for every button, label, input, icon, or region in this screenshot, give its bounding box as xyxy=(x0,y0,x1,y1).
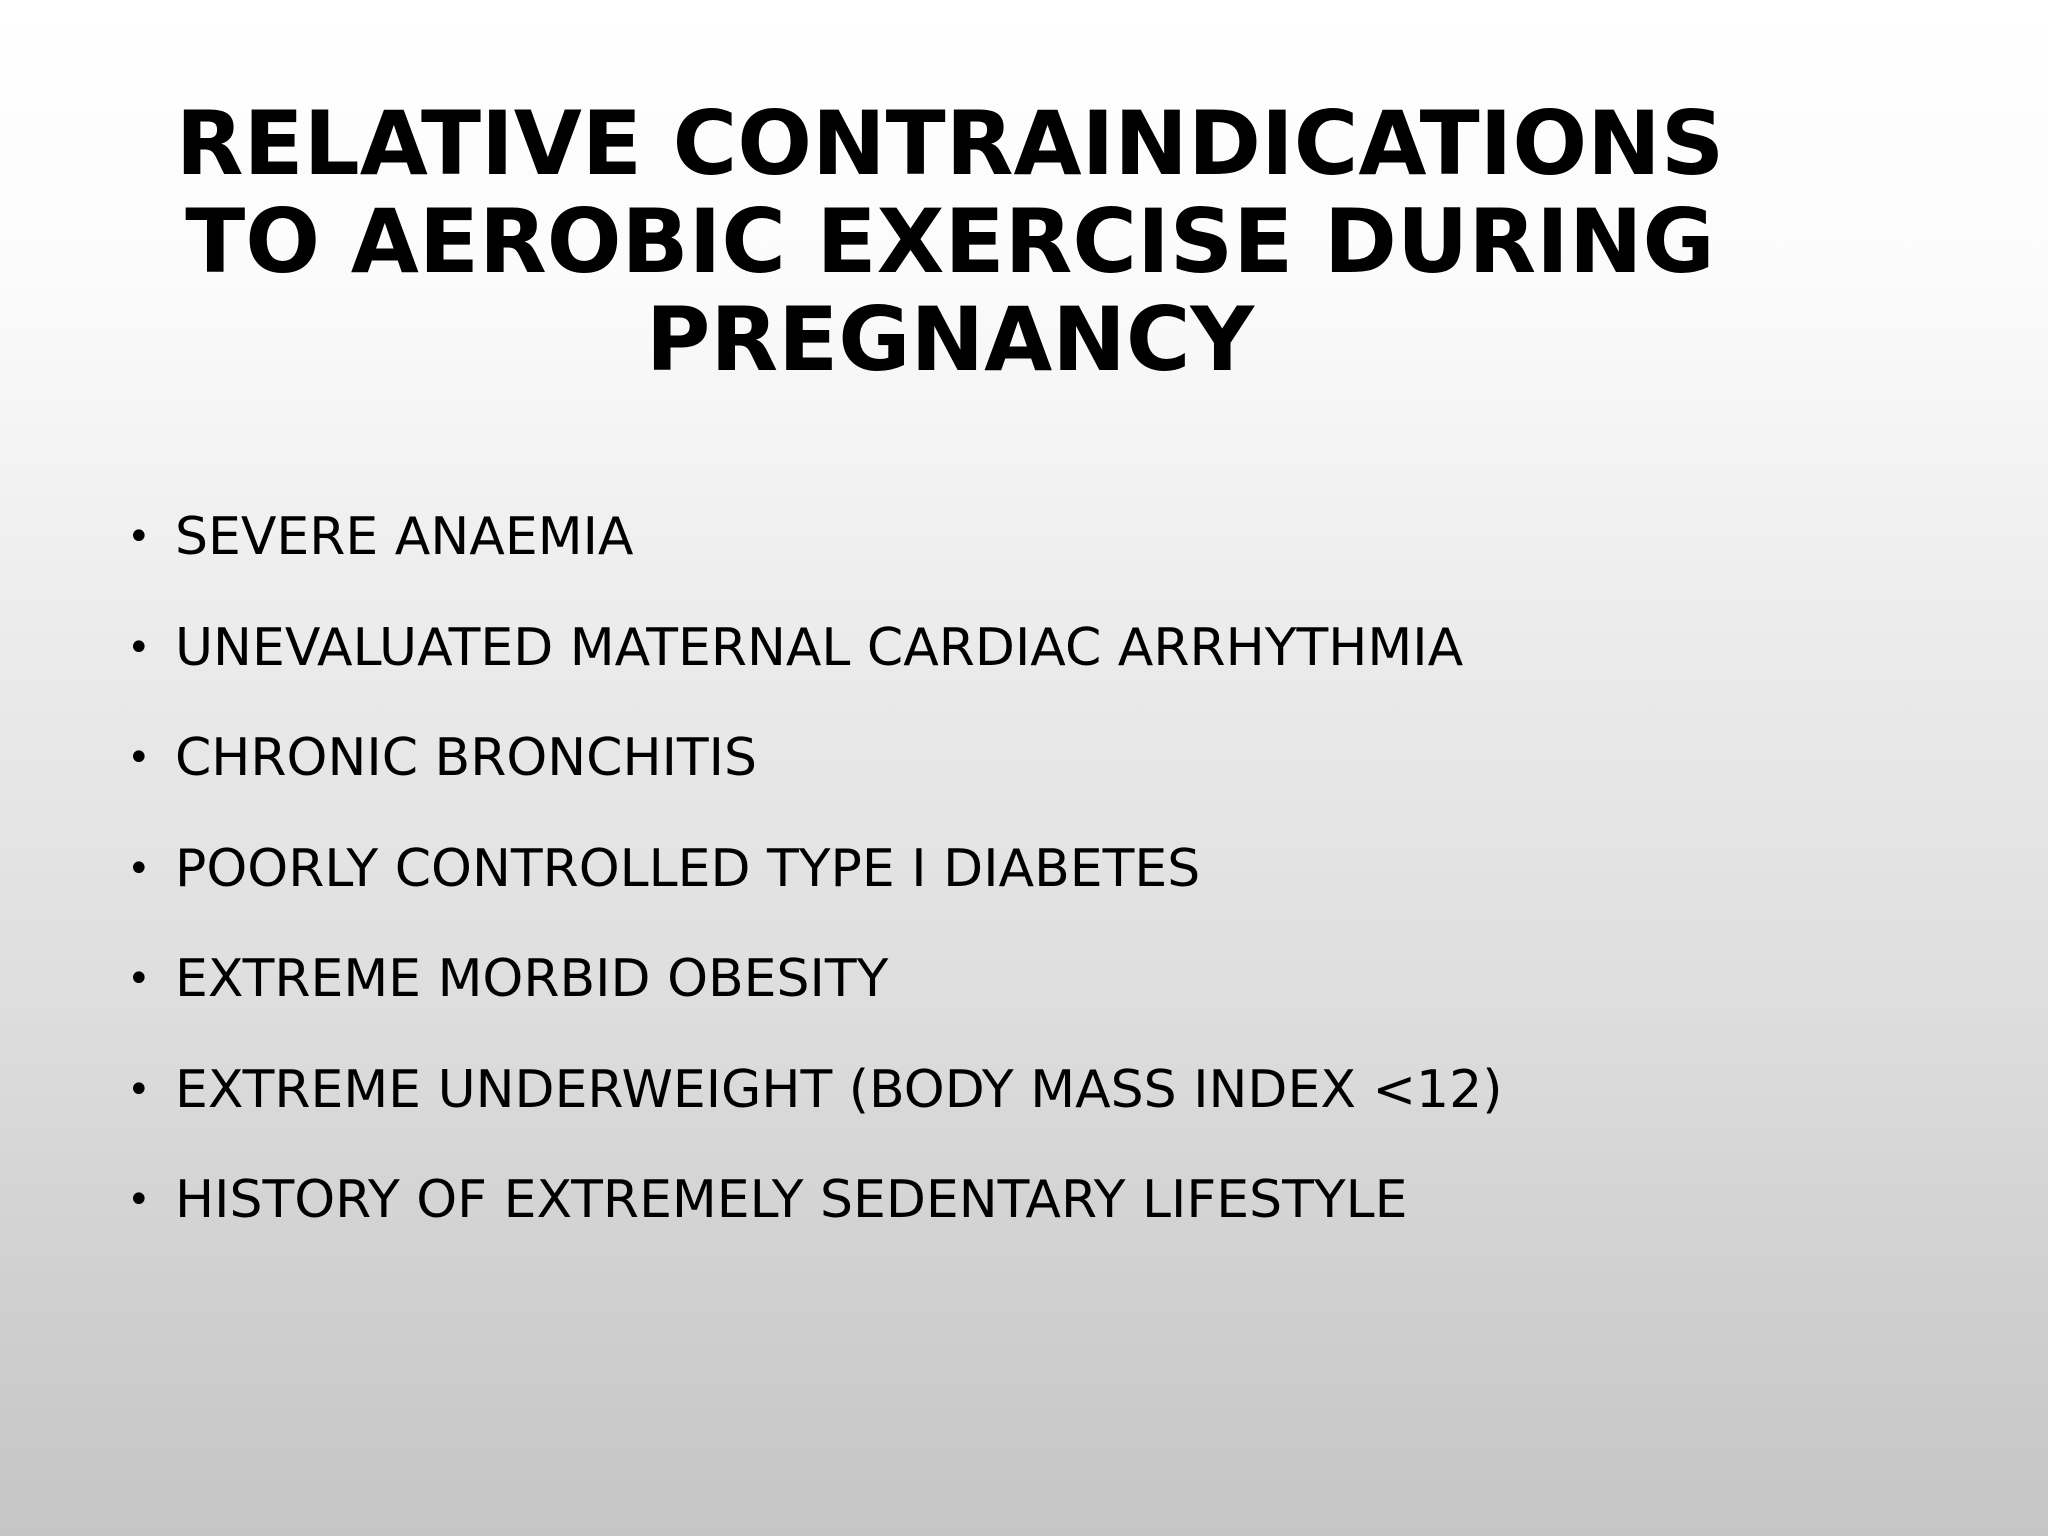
list-item-text: EXTREME MORBID OBESITY xyxy=(175,949,889,1009)
list-item-text: SEVERE ANAEMIA xyxy=(175,507,634,567)
slide-title-line-1: RELATIVE CONTRAINDICATIONS xyxy=(175,92,1725,195)
list-item xyxy=(125,613,1503,724)
list-item xyxy=(125,502,1503,613)
list-item xyxy=(125,944,1503,1055)
list-item-text: CHRONIC BRONCHITIS xyxy=(175,728,758,788)
bullet-list xyxy=(125,502,1503,1276)
list-item xyxy=(125,1055,1503,1166)
bullet-icon: • xyxy=(127,845,151,892)
list-item xyxy=(125,723,1503,834)
bullet-icon: • xyxy=(127,514,151,560)
list-item xyxy=(125,834,1503,945)
slide-title-line-3: PREGNANCY xyxy=(645,288,1255,391)
bullet-icon: • xyxy=(127,1066,151,1113)
bullet-icon: • xyxy=(127,624,151,671)
slide-title xyxy=(0,92,1900,391)
list-item-text: POORLY CONTROLLED TYPE I DIABETES xyxy=(175,838,1201,899)
list-item-text: HISTORY OF EXTREMELY SEDENTARY LIFESTYLE xyxy=(175,1170,1408,1230)
bullet-icon: • xyxy=(127,956,151,1002)
slide-title-line-2: TO AEROBIC EXERCISE DURING xyxy=(185,190,1715,293)
bullet-icon: • xyxy=(127,735,151,781)
list-item xyxy=(125,1165,1503,1276)
list-item-text: EXTREME UNDERWEIGHT (BODY MASS INDEX <12) xyxy=(175,1059,1503,1120)
list-item-text: UNEVALUATED MATERNAL CARDIAC ARRHYTHMIA xyxy=(175,617,1464,678)
bullet-icon: • xyxy=(127,1177,151,1223)
